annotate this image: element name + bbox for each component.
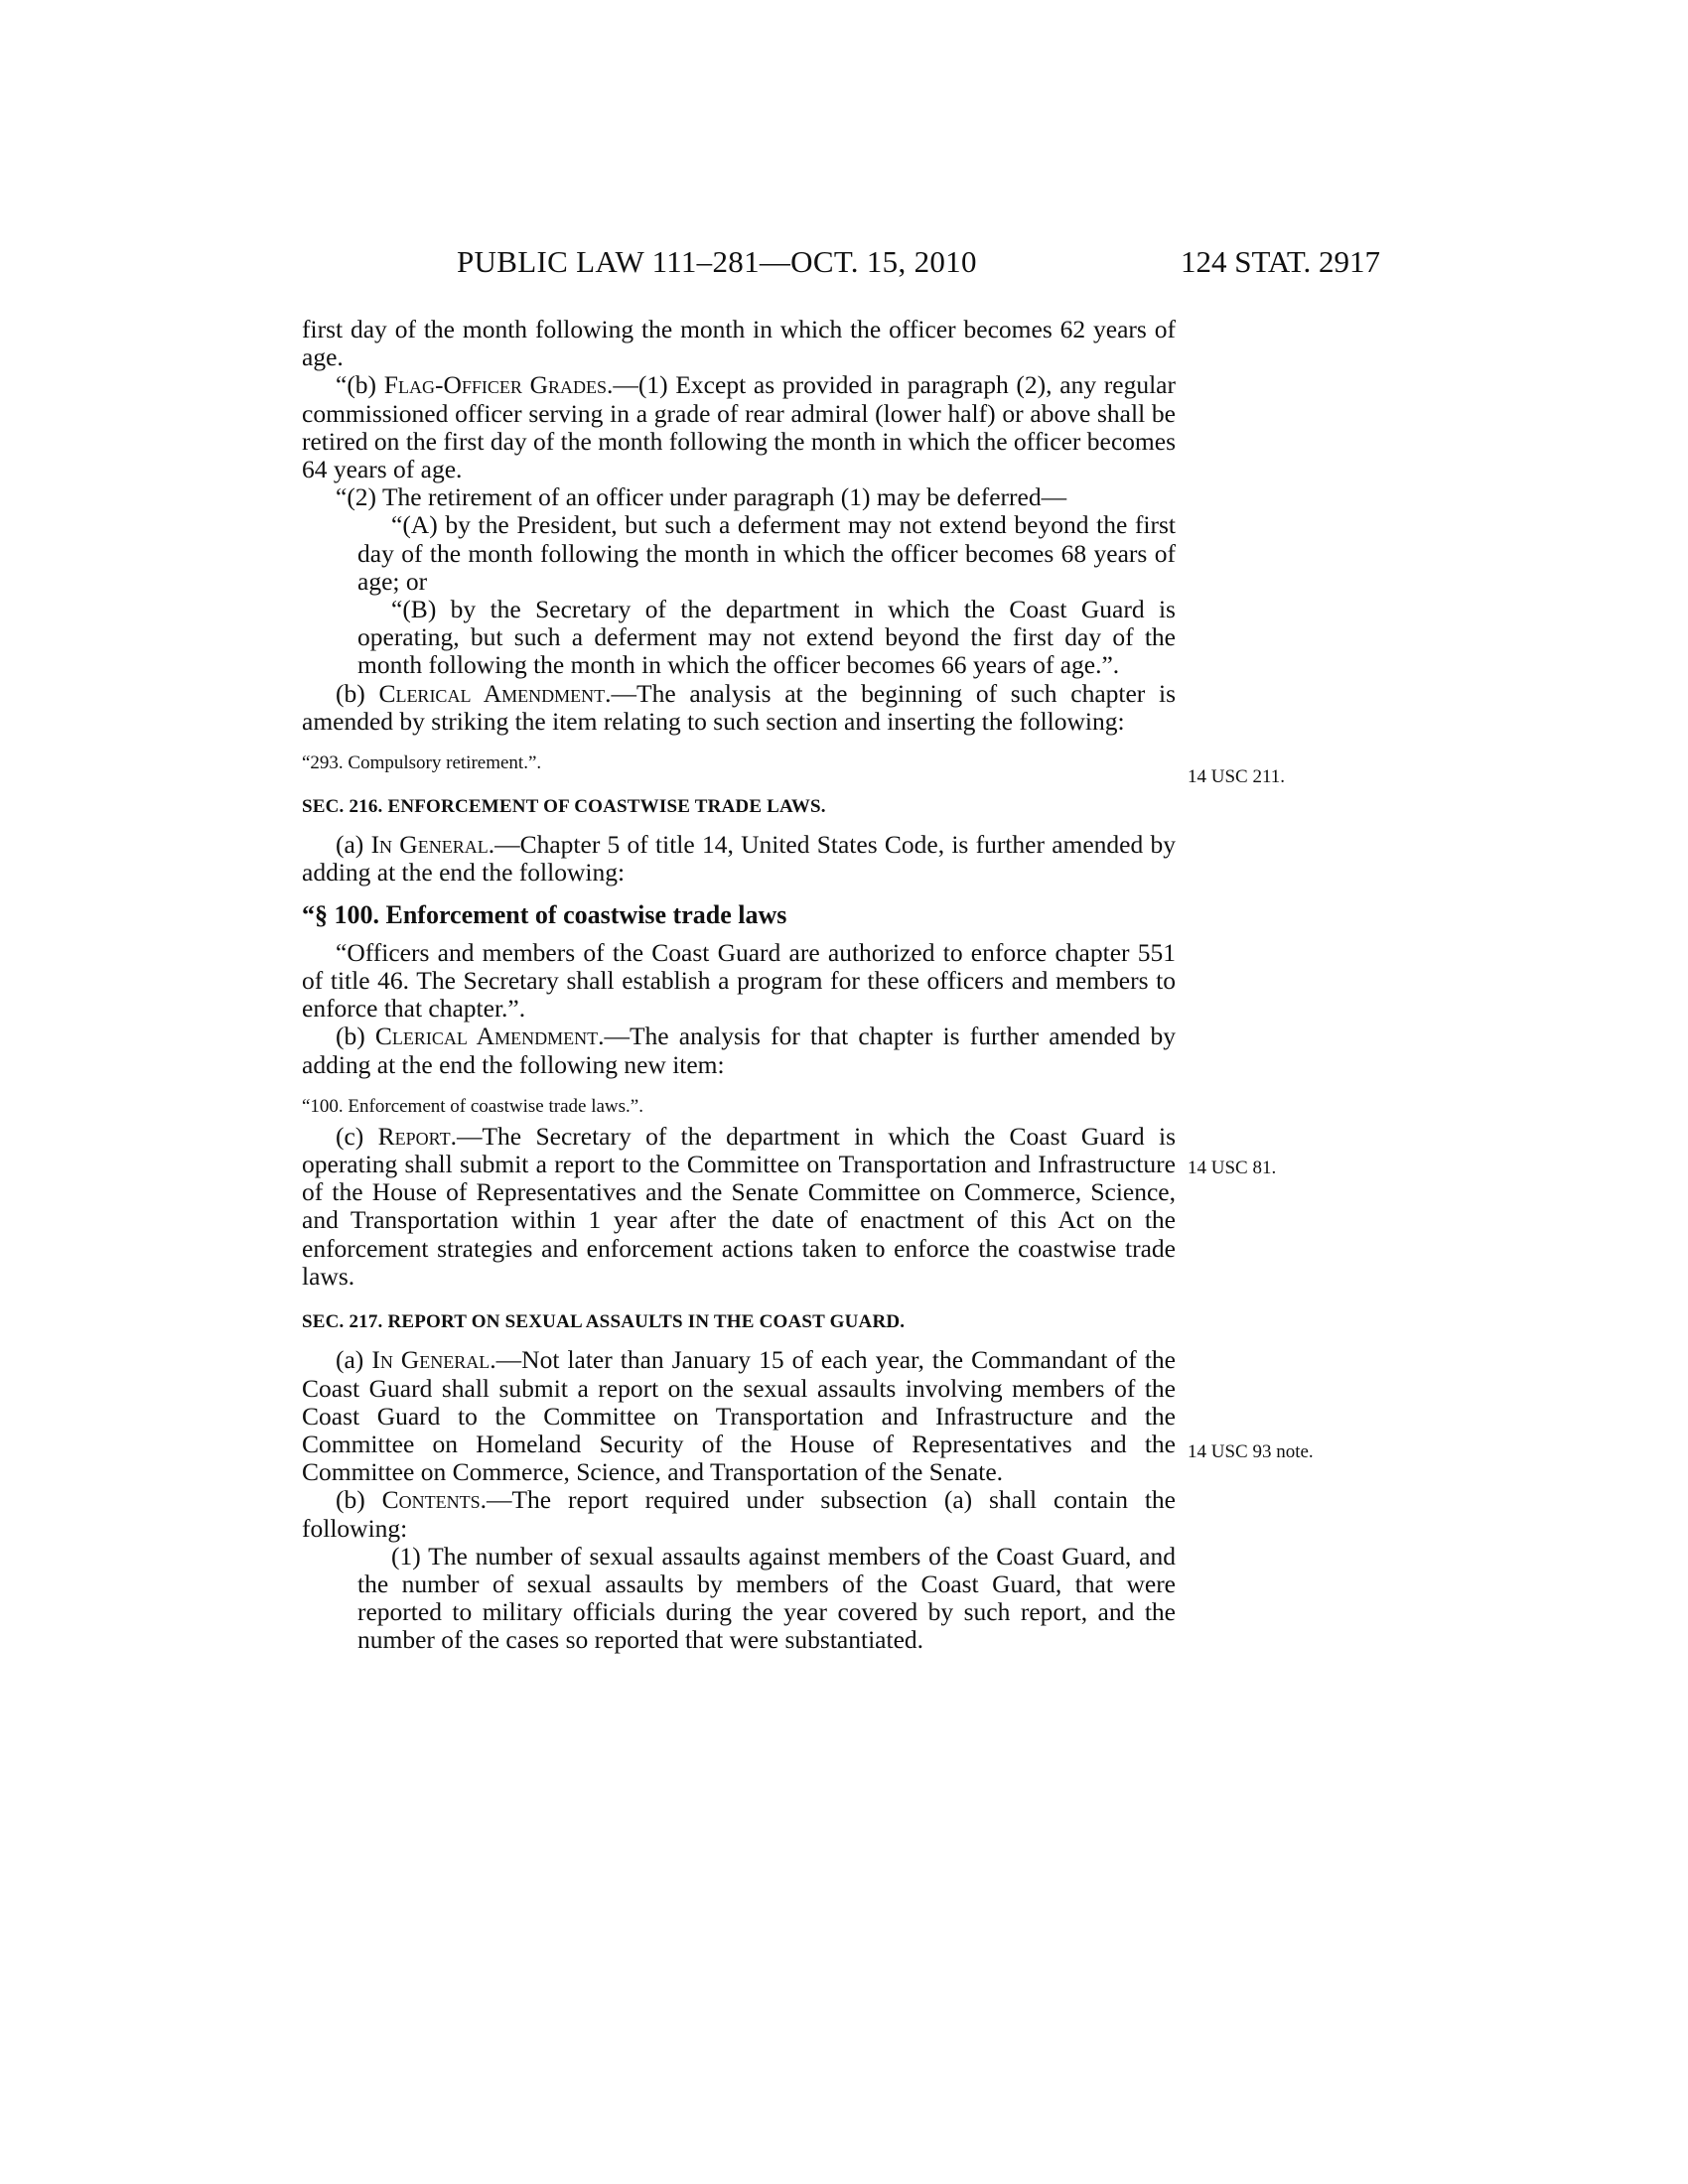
- page-header: [298, 244, 1380, 284]
- para-text: .—The analysis for that chapter is further amended by adding at the end the following new item:: [302, 1022, 1177, 1079]
- subparagraph-a: “(A) by the President, but such a deferment may not extend beyond the first day of the month following the month in which the officer becomes 68 years of age; or: [357, 510, 1176, 596]
- document-body: [302, 316, 1176, 1655]
- subparagraph-b: “(B) by the Secretary of the department in which the Coast Guard is operating, but such a deferment may not extend beyond the first day of the month following the month in which the officer becomes 66 years of age.”.: [357, 595, 1176, 680]
- section-216-heading: SEC. 216. ENFORCEMENT OF COASTWISE TRADE LAWS.: [302, 796, 826, 818]
- paragraph-deferral: “(2) The retirement of an officer under paragraph (1) may be deferred—: [336, 482, 1067, 512]
- table-item-100: “100. Enforcement of coastwise trade laws.”.: [302, 1095, 643, 1117]
- para-label: (b): [336, 1022, 375, 1051]
- paragraph-officers-authorized: “Officers and members of the Coast Guard are authorized to enforce chapter 551 of title 46. The Secretary shall establish a program for these officers and members to enforce that chapter.”.: [302, 937, 1176, 1024]
- para-label: (b): [336, 678, 379, 708]
- para-heading: Clerical Amendment: [378, 678, 606, 708]
- para-text: .—The Secretary of the department in which the Coast Guard is operating shall submit a report to the Committee on Transportation and Infrastructure of the House of Representatives and the Senate Committee on Commerce, Science, and Transportation within 1 year after the date of enactment of this Act on the enforcement strategies and enforcement actions taken to enforce the coastwise trade laws.: [302, 1121, 1176, 1291]
- para-label: “(b): [336, 370, 384, 400]
- para-text: .—The report required under subsection (a) shall contain the following:: [302, 1485, 1177, 1543]
- para-heading: In General: [371, 1345, 491, 1375]
- para-heading: Contents: [381, 1485, 481, 1515]
- table-item-293: “293. Compulsory retirement.”.: [302, 752, 542, 774]
- para-text: .—Chapter 5 of title 14, United States Code, is further amended by adding at the end the following:: [302, 830, 1177, 887]
- paragraph-report: [302, 1123, 1176, 1291]
- para-text: .—The analysis at the beginning of such chapter is amended by striking the item relating to such section and inserting the following:: [302, 678, 1176, 736]
- paragraph-in-general-216: [302, 831, 1176, 887]
- paragraph-clerical-amendment: [302, 680, 1176, 736]
- para-label: (a): [336, 830, 371, 860]
- section-217-heading: SEC. 217. REPORT ON SEXUAL ASSAULTS IN THE COAST GUARD.: [302, 1311, 906, 1333]
- paragraph-flag-officer-grades: [302, 371, 1176, 483]
- para-heading: Clerical Amendment: [374, 1022, 599, 1051]
- paragraph-contents: [302, 1486, 1176, 1542]
- paragraph-clerical-amendment-2: [302, 1023, 1176, 1078]
- paragraph-in-general-217: [302, 1346, 1176, 1486]
- section-100-heading: “§ 100. Enforcement of coastwise trade laws: [302, 899, 787, 929]
- para-heading: Report: [377, 1121, 451, 1151]
- para-heading: In General: [370, 830, 489, 860]
- margin-note-14-usc-81: 14 USC 81.: [1188, 1158, 1277, 1178]
- para-text: .—(1) Except as provided in paragraph (2), any regular commissioned officer serving in a grade of rear admiral (lower half) or above shall be retired on the first day of the month following the month in which the officer becomes 64 years of age.: [302, 370, 1176, 484]
- page-stat-number: 124 STAT. 2917: [1180, 244, 1380, 279]
- running-head: PUBLIC LAW 111–281—OCT. 15, 2010: [457, 244, 977, 279]
- para-label: (a): [336, 1345, 372, 1375]
- para-label: (b): [336, 1485, 382, 1515]
- para-text: .—Not later than January 15 of each year, the Commandant of the Coast Guard shall submit a report on the sexual assaults involving members of the Coast Guard to the Committee on Transportation and Infrastructure and the Committee on Homeland Security of the House of Representatives and the Committee on Commerce, Science, and Transportation of the Senate.: [302, 1345, 1176, 1487]
- margin-note-14-usc-93-note: 14 USC 93 note.: [1188, 1441, 1314, 1462]
- paragraph-number-of-assaults: (1) The number of sexual assaults against members of the Coast Guard, and the number of sexual assaults by members of the Coast Guard, that were reported to military officials during the year covered by such report, and the number of the cases so reported that were substantiated.: [357, 1541, 1176, 1655]
- paragraph-continuation: first day of the month following the month in which the officer becomes 62 years of age.: [302, 315, 1176, 372]
- para-heading: Flag-Officer Grades: [383, 370, 608, 400]
- margin-note-14-usc-211: 14 USC 211.: [1188, 766, 1286, 787]
- para-label: (c): [336, 1121, 378, 1151]
